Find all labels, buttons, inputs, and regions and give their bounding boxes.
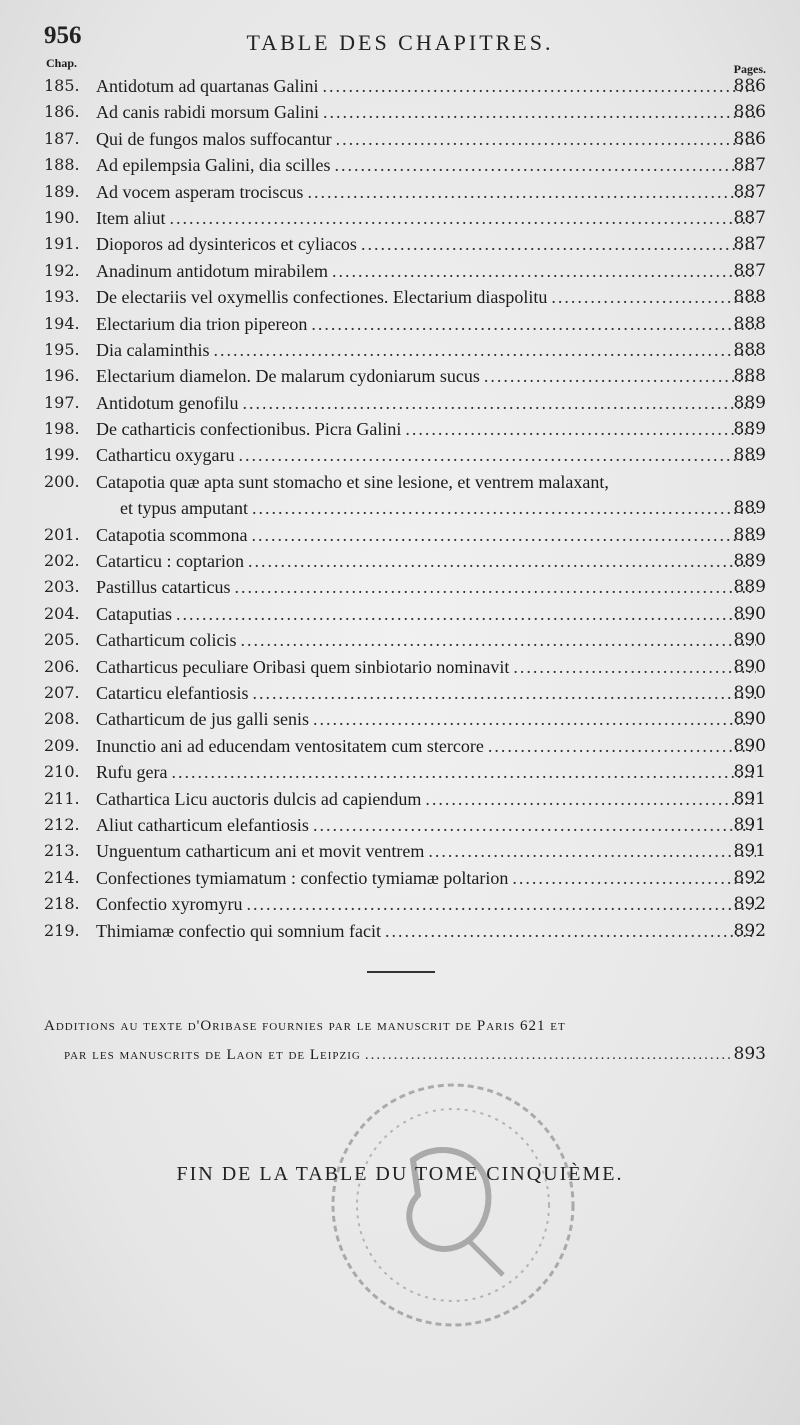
- leader-dots: [405, 416, 756, 442]
- chapter-title: Anadinum antidotum mirabilem: [96, 260, 328, 281]
- page-reference: 891: [733, 788, 766, 809]
- leader-dots: [332, 258, 756, 284]
- chapter-title: Qui de fungos malos suffocantur: [96, 128, 332, 149]
- page-reference: 888: [733, 339, 766, 360]
- leader-dots: [365, 1041, 730, 1069]
- chapter-number: 191.: [44, 234, 80, 254]
- section-divider: [367, 971, 435, 973]
- chapter-title-row: [96, 706, 760, 732]
- chapter-entry: [0, 706, 800, 732]
- chapter-entry: [0, 469, 800, 522]
- leader-dots: [311, 311, 756, 337]
- chapter-entry: [0, 363, 800, 389]
- page-reference: 891: [733, 814, 766, 835]
- chapter-title-row: [96, 99, 760, 125]
- page-reference: 887: [733, 260, 766, 281]
- leader-dots: [252, 680, 756, 706]
- chapter-column-header: Chap.: [46, 56, 78, 70]
- chapter-title: Dia calaminthis: [96, 339, 210, 360]
- page-reference: 888: [733, 366, 766, 387]
- chapter-entry: [0, 390, 800, 416]
- chapter-title: Confectio xyromyru: [96, 894, 243, 915]
- leader-dots: [307, 179, 756, 205]
- chapter-title: Electarium diamelon. De malarum cydoniarum sucus: [96, 366, 480, 387]
- chapter-title-row: [96, 231, 760, 257]
- chapter-entry: [0, 231, 800, 257]
- leader-dots: [488, 733, 756, 759]
- chapter-number: 218.: [44, 894, 80, 914]
- chapter-title: Pastillus catarticus: [96, 577, 231, 598]
- page-reference: 889: [733, 445, 766, 466]
- chapter-entry: [0, 574, 800, 600]
- chapter-entry: [0, 522, 800, 548]
- chapter-title: Ad vocem asperam trociscus: [96, 181, 304, 202]
- chapter-number: 213.: [44, 841, 80, 861]
- chapter-entry: [0, 865, 800, 891]
- chapter-title: De catharticis confectionibus. Picra Galini: [96, 419, 402, 440]
- chapter-title: Dioporos ad dysintericos et cyliacos: [96, 234, 357, 255]
- page-reference: 892: [733, 920, 766, 941]
- chapter-title: Ad canis rabidi morsum Galini: [96, 102, 319, 123]
- chapter-entry: [0, 337, 800, 363]
- additions-entry: [44, 1012, 766, 1069]
- chapter-number: 207.: [44, 683, 80, 702]
- leader-dots: [252, 495, 756, 521]
- chapter-title: Unguentum catharticum ani et movit ventrem: [96, 841, 425, 862]
- chapter-title-row: [96, 627, 760, 653]
- chapter-number: 196.: [44, 366, 80, 386]
- leader-dots: [428, 838, 756, 864]
- chapter-number: 206.: [44, 656, 80, 676]
- leader-dots: [334, 152, 756, 178]
- chapter-title-row: [96, 126, 760, 152]
- additions-line-2: par les manuscrits de Laon et de Leipzig: [64, 1047, 361, 1063]
- leader-dots: [243, 390, 757, 416]
- chapter-title: De electariis vel oxymellis confectiones. Electarium diaspolitu: [96, 287, 548, 308]
- chapter-entry: [0, 258, 800, 284]
- leader-dots: [385, 918, 756, 944]
- leader-dots: [513, 654, 756, 680]
- chapter-entry: [0, 179, 800, 205]
- chapter-title: Cataputias: [96, 603, 172, 624]
- chapter-title: Catapotia quæ apta sunt stomacho et sine lesione, et ventrem malaxant,: [96, 471, 609, 492]
- page-reference: 890: [733, 603, 766, 624]
- chapter-title: Ad epilempsia Galini, dia scilles: [96, 155, 331, 176]
- page-reference: 886: [733, 76, 766, 96]
- page-reference: 887: [733, 234, 766, 255]
- chapter-number: 219.: [44, 920, 80, 940]
- chapter-number: 204.: [44, 603, 80, 623]
- chapter-title-row: [96, 680, 760, 706]
- chapter-entry: [0, 627, 800, 653]
- page-reference: 889: [733, 498, 766, 519]
- chapter-number: 187.: [44, 128, 80, 148]
- chapter-number: 209.: [44, 735, 80, 755]
- chapter-entry: [0, 786, 800, 812]
- chapter-title-row: [96, 284, 760, 310]
- leader-dots: [323, 99, 756, 125]
- chapter-title-row: [96, 786, 760, 812]
- chapter-title: Thimiamæ confectio qui somnium facit: [96, 920, 381, 941]
- chapter-entry: [0, 733, 800, 759]
- leader-dots: [336, 126, 756, 152]
- chapter-number: 195.: [44, 339, 80, 359]
- pages-column-header: Pages.: [733, 62, 766, 76]
- chapter-title: Aliut catharticum elefantiosis: [96, 814, 309, 835]
- page-reference: 891: [733, 762, 766, 783]
- page-reference: 890: [733, 709, 766, 730]
- chapter-title-row: [96, 812, 760, 838]
- chapter-number: 210.: [44, 762, 80, 782]
- chapter-entry: [0, 284, 800, 310]
- chapter-number: 193.: [44, 287, 80, 307]
- chapter-title-continuation-row: [120, 495, 760, 521]
- page-reference: 888: [733, 313, 766, 334]
- chapter-entry: [0, 759, 800, 785]
- chapter-title-row: [96, 363, 760, 389]
- chapter-number: 211.: [44, 788, 80, 808]
- chapter-entry: [0, 812, 800, 838]
- chapter-number: 198.: [44, 419, 80, 439]
- page-reference: 889: [733, 551, 766, 572]
- chapter-entry: [0, 126, 800, 152]
- page-reference: 886: [733, 102, 766, 123]
- chapter-number: 202.: [44, 551, 80, 571]
- chapter-entry: [0, 918, 800, 944]
- page-reference: 892: [733, 894, 766, 915]
- additions-line-2-row: [44, 1040, 766, 1069]
- chapter-title: Rufu gera: [96, 762, 168, 783]
- leader-dots: [512, 865, 756, 891]
- leader-dots: [551, 284, 756, 310]
- chapter-title-row: [96, 73, 760, 99]
- chapter-entry: [0, 891, 800, 917]
- chapter-title-row: [96, 838, 760, 864]
- page-reference: 887: [733, 181, 766, 202]
- chapter-title: Confectiones tymiamatum : confectio tymiamæ poltarion: [96, 867, 509, 888]
- chapter-entry: [0, 73, 800, 99]
- chapter-title-row: [96, 152, 760, 178]
- page-reference: 889: [733, 419, 766, 440]
- chapter-entry: [0, 680, 800, 706]
- chapter-title-row: [96, 601, 760, 627]
- chapter-title: Item aliut: [96, 207, 166, 228]
- leader-dots: [322, 73, 756, 99]
- chapter-title-row: [96, 179, 760, 205]
- leader-dots: [313, 706, 756, 732]
- chapter-number: 194.: [44, 313, 80, 333]
- chapter-title: Catarticu elefantiosis: [96, 683, 249, 703]
- chapter-number: 192.: [44, 260, 80, 280]
- chapter-title: Catharticu oxygaru: [96, 445, 235, 466]
- page-reference: 891: [733, 841, 766, 862]
- leader-dots: [425, 786, 756, 812]
- chapter-entry: [0, 442, 800, 468]
- leader-dots: [484, 363, 756, 389]
- chapter-number: 201.: [44, 524, 80, 544]
- chapter-entry: [0, 548, 800, 574]
- leader-dots: [176, 601, 756, 627]
- chapter-title-row: [96, 918, 760, 944]
- chapter-title: Antidotum genofilu: [96, 392, 239, 413]
- chapter-number: 212.: [44, 814, 80, 834]
- chapter-title: Cathartica Licu auctoris dulcis ad capiendum: [96, 788, 422, 809]
- chapter-entry: [0, 152, 800, 178]
- chapter-entry: [0, 838, 800, 864]
- chapter-number: 200.: [44, 471, 80, 491]
- page-reference: 889: [733, 577, 766, 598]
- chapter-title-row: [96, 865, 760, 891]
- chapter-entry: [0, 416, 800, 442]
- page-reference: 888: [733, 287, 766, 308]
- chapter-title-row: [96, 759, 760, 785]
- closing-line: FIN DE LA TABLE DU TOME CINQUIÈME.: [176, 1163, 624, 1185]
- running-title: TABLE DES CHAPITRES.: [246, 30, 554, 55]
- chapter-entry: [0, 99, 800, 125]
- leader-dots: [213, 337, 756, 363]
- chapter-number: 188.: [44, 155, 80, 175]
- page-number: 956: [44, 22, 82, 49]
- page-reference: 890: [733, 683, 766, 703]
- leader-dots: [240, 627, 756, 653]
- chapter-title-row: [96, 522, 760, 548]
- chapter-number: 208.: [44, 709, 80, 729]
- chapter-title-row: [96, 548, 760, 574]
- leader-dots: [361, 231, 756, 257]
- chapter-number: 199.: [44, 445, 80, 465]
- leader-dots: [251, 522, 756, 548]
- chapter-entry: [0, 654, 800, 680]
- chapter-title: Catharticus peculiare Oribasi quem sinbiotario nominavit: [96, 656, 510, 677]
- page-reference: 892: [733, 867, 766, 888]
- chapter-entry: [0, 311, 800, 337]
- chapter-number: 197.: [44, 392, 80, 412]
- page-reference: 889: [733, 524, 766, 545]
- page-reference: 887: [733, 207, 766, 228]
- page-reference: 889: [733, 392, 766, 413]
- chapter-number: 186.: [44, 102, 80, 122]
- chapter-list: [0, 73, 800, 944]
- chapter-title-row: [96, 891, 760, 917]
- chapter-title: Inunctio ani ad educendam ventositatem cum stercore: [96, 735, 484, 756]
- page-reference: 890: [733, 630, 766, 651]
- additions-page-ref: 893: [733, 1044, 766, 1064]
- leader-dots: [246, 891, 756, 917]
- chapter-title-row: [96, 442, 760, 468]
- chapter-title: Catharticum colicis: [96, 630, 237, 651]
- chapter-title-row: [96, 258, 760, 284]
- chapter-title: Catharticum de jus galli senis: [96, 709, 309, 730]
- chapter-title-row: [96, 733, 760, 759]
- chapter-title-row: [96, 337, 760, 363]
- chapter-title-row: [96, 574, 760, 600]
- chapter-title: Antidotum ad quartanas Galini: [96, 76, 319, 96]
- chapter-title-row: [96, 390, 760, 416]
- chapter-number: 185.: [44, 76, 80, 95]
- leader-dots: [248, 548, 756, 574]
- chapter-entry: [0, 601, 800, 627]
- chapter-number: 189.: [44, 181, 80, 201]
- page-reference: 886: [733, 128, 766, 149]
- chapter-title-continuation: et typus amputant: [120, 498, 248, 519]
- chapter-title-row: [96, 654, 760, 680]
- chapter-number: 205.: [44, 630, 80, 650]
- leader-dots: [313, 812, 756, 838]
- chapter-title: Catapotia scommona: [96, 524, 248, 545]
- chapter-number: 214.: [44, 867, 80, 887]
- library-stamp-seal: [318, 1070, 588, 1340]
- chapter-number: 203.: [44, 577, 80, 597]
- chapter-title: Electarium dia trion pipereon: [96, 313, 308, 334]
- leader-dots: [238, 442, 756, 468]
- chapter-title-row: [96, 205, 760, 231]
- chapter-title-row: [96, 416, 760, 442]
- chapter-title-row: [96, 311, 760, 337]
- page-reference: 890: [733, 735, 766, 756]
- chapter-entry: [0, 205, 800, 231]
- chapter-number: 190.: [44, 207, 80, 227]
- chapter-title: Catarticu : coptarion: [96, 551, 244, 572]
- page-reference: 890: [733, 656, 766, 677]
- additions-line-1: Additions au texte d'Oribase fournies par le manuscrit de Paris 621 et: [44, 1018, 566, 1034]
- page-reference: 887: [733, 155, 766, 176]
- leader-dots: [234, 574, 756, 600]
- leader-dots: [171, 759, 756, 785]
- leader-dots: [169, 205, 756, 231]
